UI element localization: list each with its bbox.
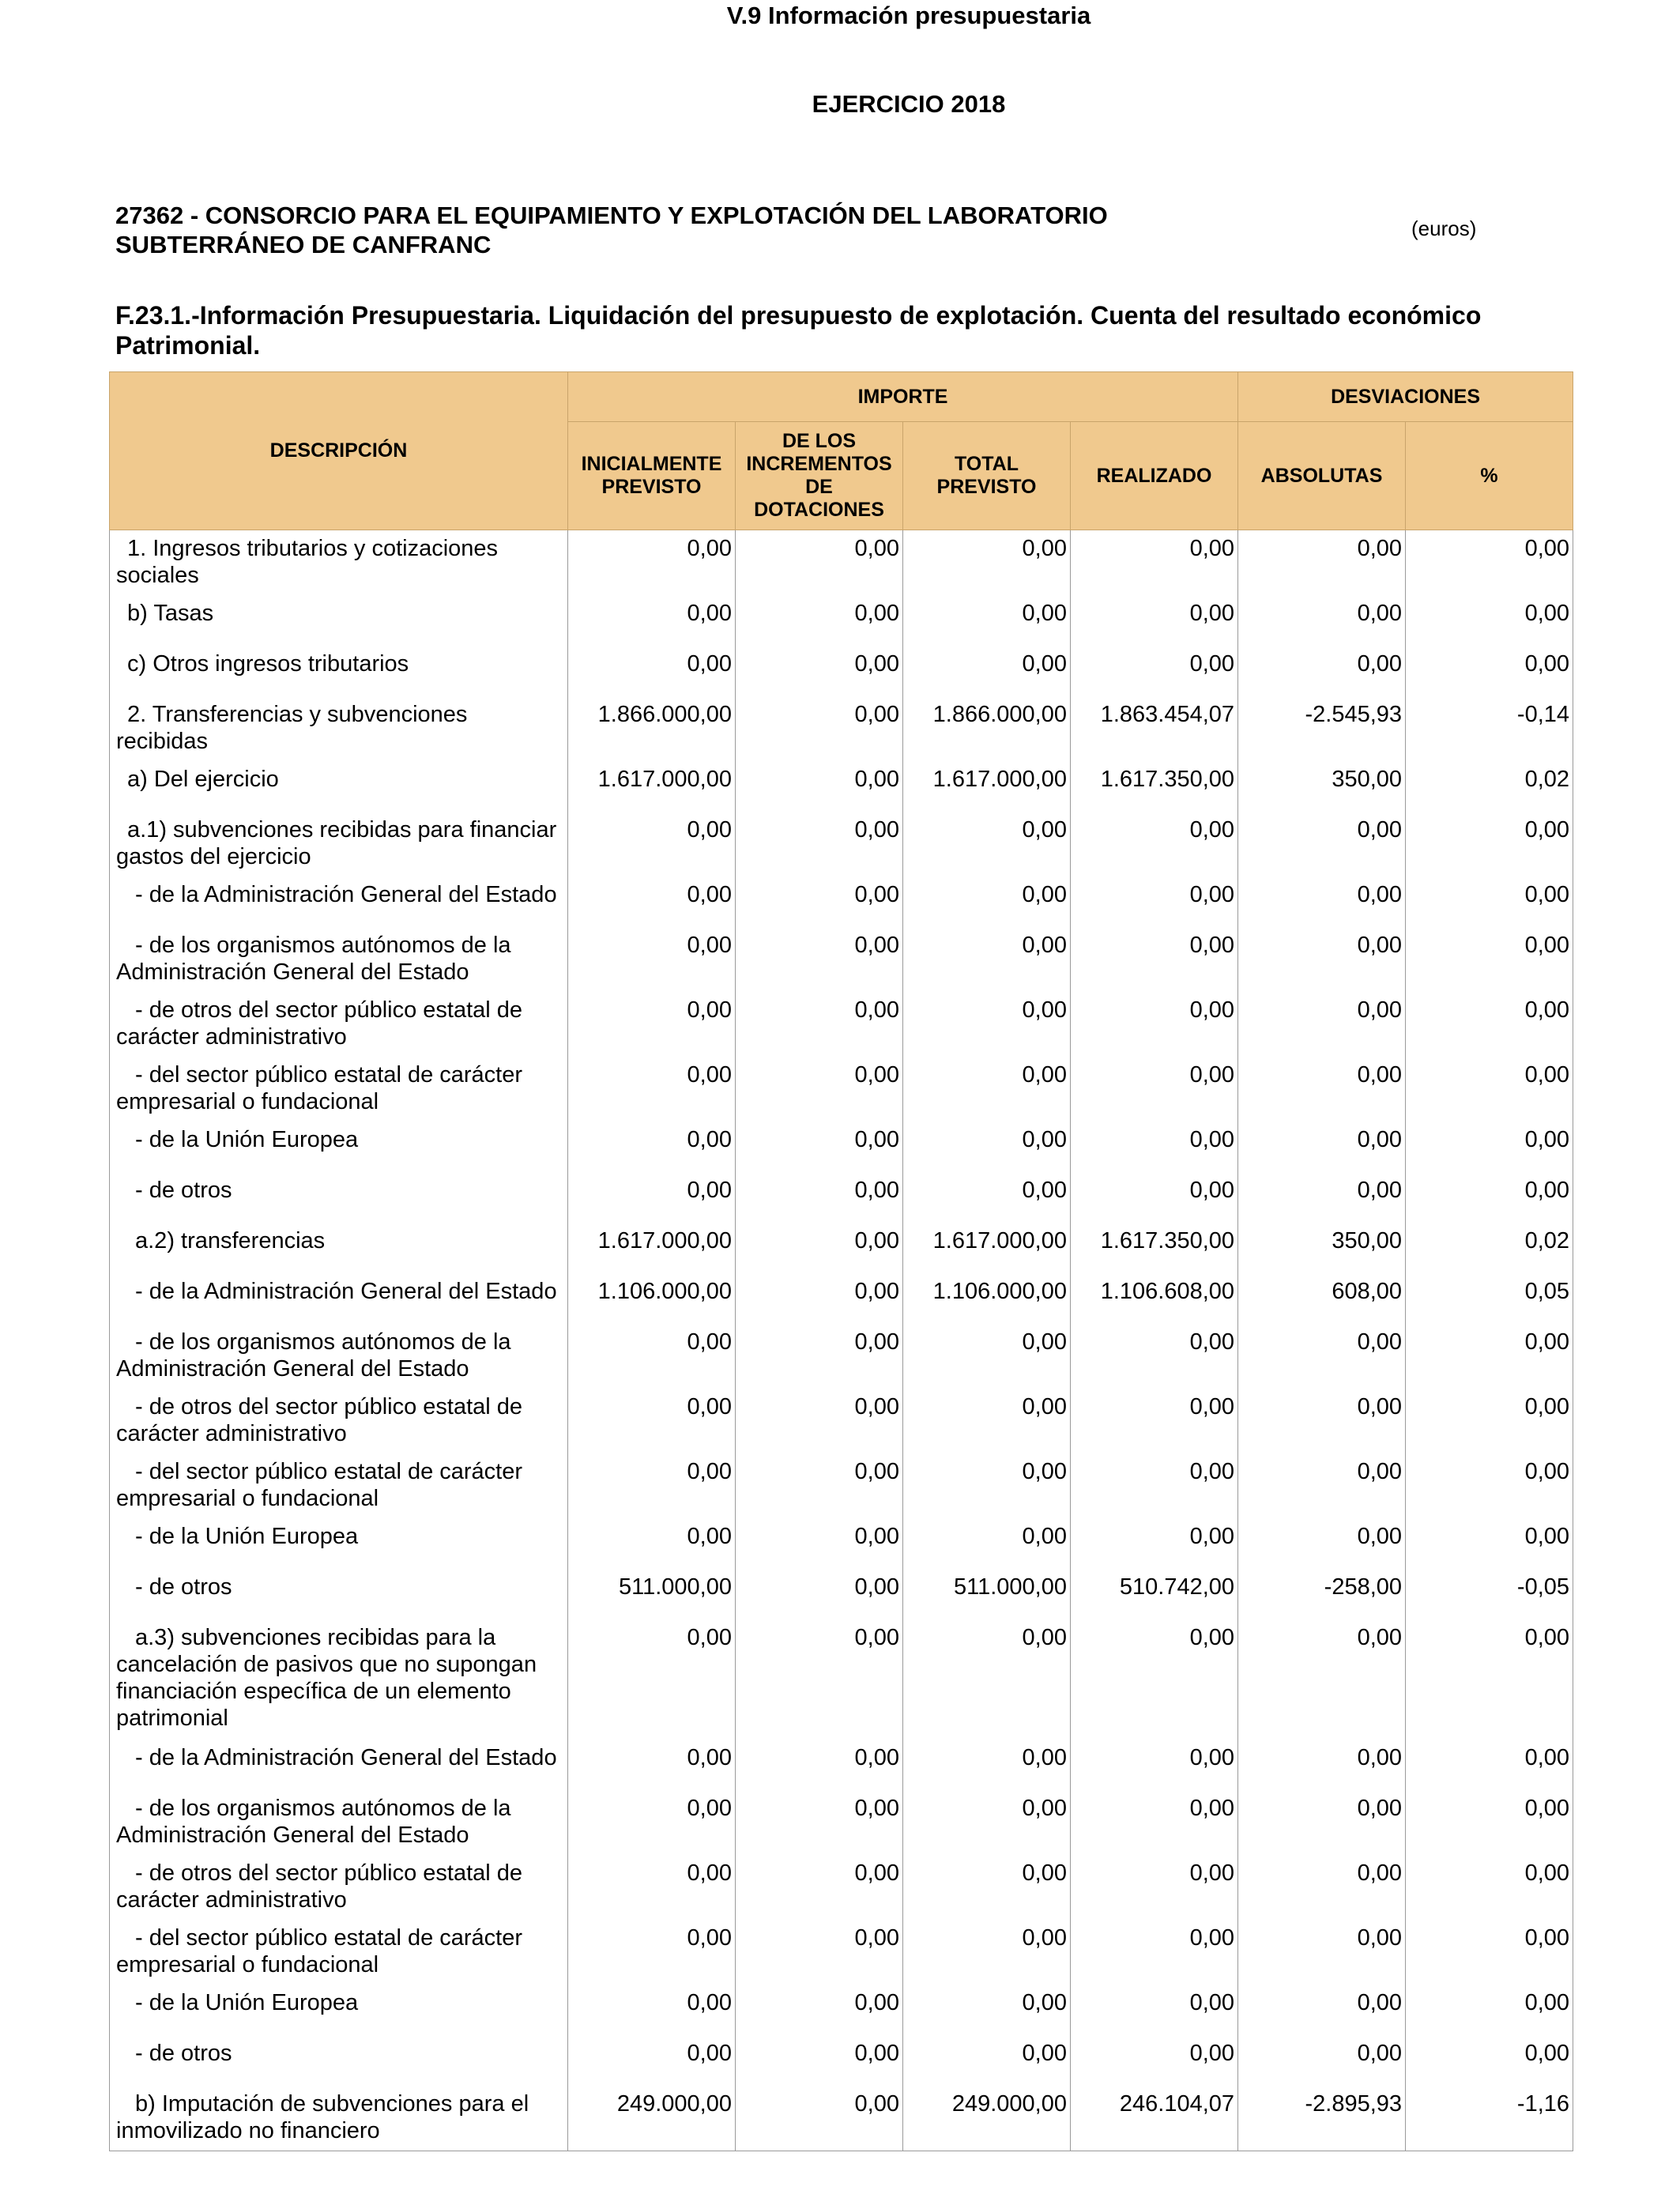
value-incrementos: 0,00 xyxy=(736,1619,903,1740)
row-description: - de otros xyxy=(110,1172,568,1223)
row-description: - de otros del sector público estatal de carácter administrativo xyxy=(110,1389,568,1453)
table-row xyxy=(110,761,1573,812)
row-description: - de la Administración General del Estado xyxy=(110,1273,568,1324)
row-description: - de la Unión Europea xyxy=(110,1985,568,2035)
value-percent: 0,00 xyxy=(1406,992,1573,1057)
value-absolutas: 0,00 xyxy=(1238,1518,1406,1569)
value-realizado: 0,00 xyxy=(1071,1172,1238,1223)
value-realizado: 0,00 xyxy=(1071,2035,1238,2086)
value-percent: 0,00 xyxy=(1406,530,1573,596)
row-description: - de la Administración General del Estado xyxy=(110,876,568,927)
value-incrementos: 0,00 xyxy=(736,1985,903,2035)
table-row xyxy=(110,696,1573,761)
value-incrementos: 0,00 xyxy=(736,646,903,696)
row-description: - del sector público estatal de carácter empresarial o fundacional xyxy=(110,1453,568,1518)
table-row xyxy=(110,1273,1573,1324)
table-row xyxy=(110,2086,1573,2151)
value-percent: 0,00 xyxy=(1406,876,1573,927)
row-description: - de otros xyxy=(110,1569,568,1619)
value-incrementos: 0,00 xyxy=(736,1057,903,1122)
value-total-previsto: 0,00 xyxy=(903,2035,1071,2086)
value-absolutas: -2.895,93 xyxy=(1238,2086,1406,2151)
value-incrementos: 0,00 xyxy=(736,927,903,992)
value-percent: 0,00 xyxy=(1406,1985,1573,2035)
value-incrementos: 0,00 xyxy=(736,1790,903,1855)
value-total-previsto: 0,00 xyxy=(903,1790,1071,1855)
value-total-previsto: 511.000,00 xyxy=(903,1569,1071,1619)
value-incrementos: 0,00 xyxy=(736,1855,903,1920)
value-percent: -0,14 xyxy=(1406,696,1573,761)
value-inicialmente-previsto: 0,00 xyxy=(568,927,736,992)
table-row xyxy=(110,530,1573,596)
row-description: 2. Transferencias y subvenciones recibidas xyxy=(110,696,568,761)
value-total-previsto: 0,00 xyxy=(903,1389,1071,1453)
value-incrementos: 0,00 xyxy=(736,1453,903,1518)
value-absolutas: 350,00 xyxy=(1238,761,1406,812)
value-inicialmente-previsto: 0,00 xyxy=(568,1122,736,1172)
value-percent: -0,05 xyxy=(1406,1569,1573,1619)
value-absolutas: 0,00 xyxy=(1238,992,1406,1057)
row-description: a.2) transferencias xyxy=(110,1223,568,1273)
value-absolutas: 608,00 xyxy=(1238,1273,1406,1324)
value-percent: 0,00 xyxy=(1406,1122,1573,1172)
value-incrementos: 0,00 xyxy=(736,2035,903,2086)
header-descripcion: DESCRIPCIÓN xyxy=(110,372,568,530)
value-inicialmente-previsto: 0,00 xyxy=(568,1389,736,1453)
row-description: 1. Ingresos tributarios y cotizaciones sociales xyxy=(110,530,568,596)
table-row xyxy=(110,1324,1573,1389)
value-absolutas: 0,00 xyxy=(1238,876,1406,927)
value-incrementos: 0,00 xyxy=(736,595,903,646)
value-inicialmente-previsto: 0,00 xyxy=(568,1453,736,1518)
value-percent: 0,00 xyxy=(1406,1057,1573,1122)
report-title xyxy=(115,300,1633,360)
value-percent: 0,00 xyxy=(1406,646,1573,696)
value-absolutas: 0,00 xyxy=(1238,595,1406,646)
value-realizado: 0,00 xyxy=(1071,646,1238,696)
table-row xyxy=(110,1920,1573,1985)
row-description: c) Otros ingresos tributarios xyxy=(110,646,568,696)
row-description: - de la Unión Europea xyxy=(110,1122,568,1172)
value-incrementos: 0,00 xyxy=(736,1122,903,1172)
entity-title-line-2: SUBTERRÁNEO DE CANFRANC xyxy=(115,231,492,258)
value-incrementos: 0,00 xyxy=(736,1172,903,1223)
value-percent: 0,00 xyxy=(1406,927,1573,992)
header-incrementos: DE LOS INCREMENTOS DE DOTACIONES xyxy=(736,422,903,530)
value-realizado: 0,00 xyxy=(1071,530,1238,596)
value-absolutas: 0,00 xyxy=(1238,1790,1406,1855)
value-realizado: 0,00 xyxy=(1071,595,1238,646)
value-incrementos: 0,00 xyxy=(736,1273,903,1324)
value-realizado: 0,00 xyxy=(1071,1985,1238,2035)
value-realizado: 0,00 xyxy=(1071,1324,1238,1389)
value-realizado: 0,00 xyxy=(1071,1855,1238,1920)
value-incrementos: 0,00 xyxy=(736,1223,903,1273)
value-percent: 0,00 xyxy=(1406,1790,1573,1855)
value-total-previsto: 0,00 xyxy=(903,1324,1071,1389)
value-inicialmente-previsto: 0,00 xyxy=(568,530,736,596)
value-realizado: 0,00 xyxy=(1071,1389,1238,1453)
value-inicialmente-previsto: 0,00 xyxy=(568,876,736,927)
value-absolutas: 0,00 xyxy=(1238,1172,1406,1223)
value-inicialmente-previsto: 0,00 xyxy=(568,1619,736,1740)
value-percent: 0,00 xyxy=(1406,595,1573,646)
value-total-previsto: 0,00 xyxy=(903,1122,1071,1172)
value-total-previsto: 0,00 xyxy=(903,595,1071,646)
value-total-previsto: 1.106.000,00 xyxy=(903,1273,1071,1324)
value-inicialmente-previsto: 511.000,00 xyxy=(568,1569,736,1619)
value-inicialmente-previsto: 0,00 xyxy=(568,595,736,646)
value-percent: 0,00 xyxy=(1406,1740,1573,1790)
header-desviaciones: DESVIACIONES xyxy=(1238,372,1573,422)
value-absolutas: 0,00 xyxy=(1238,812,1406,876)
value-realizado: 0,00 xyxy=(1071,1740,1238,1790)
value-percent: 0,00 xyxy=(1406,1920,1573,1985)
value-total-previsto: 0,00 xyxy=(903,812,1071,876)
value-total-previsto: 0,00 xyxy=(903,927,1071,992)
value-incrementos: 0,00 xyxy=(736,992,903,1057)
table-row xyxy=(110,2035,1573,2086)
value-percent: 0,05 xyxy=(1406,1273,1573,1324)
value-absolutas: 0,00 xyxy=(1238,1985,1406,2035)
value-percent: 0,00 xyxy=(1406,1855,1573,1920)
value-realizado: 0,00 xyxy=(1071,1057,1238,1122)
value-realizado: 1.863.454,07 xyxy=(1071,696,1238,761)
value-percent: 0,00 xyxy=(1406,1619,1573,1740)
value-inicialmente-previsto: 0,00 xyxy=(568,1985,736,2035)
value-percent: -1,16 xyxy=(1406,2086,1573,2151)
value-percent: 0,02 xyxy=(1406,761,1573,812)
table-body xyxy=(110,530,1573,2151)
value-total-previsto: 0,00 xyxy=(903,1740,1071,1790)
value-absolutas: 0,00 xyxy=(1238,1453,1406,1518)
value-total-previsto: 0,00 xyxy=(903,1985,1071,2035)
value-realizado: 0,00 xyxy=(1071,812,1238,876)
value-inicialmente-previsto: 0,00 xyxy=(568,2035,736,2086)
value-inicialmente-previsto: 249.000,00 xyxy=(568,2086,736,2151)
value-realizado: 0,00 xyxy=(1071,876,1238,927)
row-description: - del sector público estatal de carácter empresarial o fundacional xyxy=(110,1920,568,1985)
table-row xyxy=(110,1985,1573,2035)
row-description: a) Del ejercicio xyxy=(110,761,568,812)
value-incrementos: 0,00 xyxy=(736,1518,903,1569)
value-absolutas: 0,00 xyxy=(1238,1920,1406,1985)
table-row xyxy=(110,876,1573,927)
value-absolutas: 0,00 xyxy=(1238,1057,1406,1122)
table-row xyxy=(110,1172,1573,1223)
value-absolutas: 0,00 xyxy=(1238,1740,1406,1790)
value-total-previsto: 0,00 xyxy=(903,1453,1071,1518)
value-absolutas: 0,00 xyxy=(1238,530,1406,596)
value-total-previsto: 0,00 xyxy=(903,1057,1071,1122)
entity-title xyxy=(115,201,1301,259)
value-total-previsto: 0,00 xyxy=(903,1855,1071,1920)
value-incrementos: 0,00 xyxy=(736,812,903,876)
value-percent: 0,00 xyxy=(1406,1453,1573,1518)
value-incrementos: 0,00 xyxy=(736,530,903,596)
row-description: - de la Administración General del Estado xyxy=(110,1740,568,1790)
value-percent: 0,00 xyxy=(1406,812,1573,876)
value-realizado: 0,00 xyxy=(1071,1122,1238,1172)
row-description: - de los organismos autónomos de la Administración General del Estado xyxy=(110,1790,568,1855)
row-description: - de los organismos autónomos de la Administración General del Estado xyxy=(110,1324,568,1389)
value-inicialmente-previsto: 0,00 xyxy=(568,1740,736,1790)
row-description: b) Tasas xyxy=(110,595,568,646)
table-row xyxy=(110,1122,1573,1172)
table-row xyxy=(110,1855,1573,1920)
header-absolutas: ABSOLUTAS xyxy=(1238,422,1406,530)
value-total-previsto: 0,00 xyxy=(903,1619,1071,1740)
row-description: - de los organismos autónomos de la Administración General del Estado xyxy=(110,927,568,992)
table-row xyxy=(110,1569,1573,1619)
report-title-line-1: F.23.1.-Información Presupuestaria. Liquidación del presupuesto de explotación. Cuenta del resultado económico xyxy=(115,301,1482,330)
value-realizado: 0,00 xyxy=(1071,992,1238,1057)
budget-table xyxy=(109,371,1573,2151)
value-realizado: 0,00 xyxy=(1071,1518,1238,1569)
value-incrementos: 0,00 xyxy=(736,696,903,761)
table-row xyxy=(110,927,1573,992)
value-incrementos: 0,00 xyxy=(736,1569,903,1619)
table-row xyxy=(110,1057,1573,1122)
report-title-line-2: Patrimonial. xyxy=(115,331,261,360)
value-inicialmente-previsto: 0,00 xyxy=(568,1172,736,1223)
row-description: - de la Unión Europea xyxy=(110,1518,568,1569)
value-inicialmente-previsto: 0,00 xyxy=(568,1518,736,1569)
table-row xyxy=(110,1619,1573,1740)
value-incrementos: 0,00 xyxy=(736,2086,903,2151)
value-incrementos: 0,00 xyxy=(736,1389,903,1453)
row-description: b) Imputación de subvenciones para el inmovilizado no financiero xyxy=(110,2086,568,2151)
section-title: V.9 Información presupuestaria xyxy=(726,2,1091,29)
value-inicialmente-previsto: 1.617.000,00 xyxy=(568,761,736,812)
value-absolutas: 0,00 xyxy=(1238,2035,1406,2086)
value-absolutas: 350,00 xyxy=(1238,1223,1406,1273)
table-row xyxy=(110,992,1573,1057)
value-absolutas: 0,00 xyxy=(1238,1619,1406,1740)
value-inicialmente-previsto: 0,00 xyxy=(568,646,736,696)
value-incrementos: 0,00 xyxy=(736,1920,903,1985)
value-realizado: 0,00 xyxy=(1071,927,1238,992)
table-row xyxy=(110,812,1573,876)
value-absolutas: 0,00 xyxy=(1238,1324,1406,1389)
value-absolutas: 0,00 xyxy=(1238,1389,1406,1453)
table-row xyxy=(110,1740,1573,1790)
value-incrementos: 0,00 xyxy=(736,876,903,927)
value-absolutas: 0,00 xyxy=(1238,1122,1406,1172)
table-row xyxy=(110,646,1573,696)
value-total-previsto: 0,00 xyxy=(903,876,1071,927)
value-inicialmente-previsto: 0,00 xyxy=(568,992,736,1057)
value-realizado: 0,00 xyxy=(1071,1619,1238,1740)
row-description: a.3) subvenciones recibidas para la cancelación de pasivos que no supongan financiación específica de un elemento patrimonial xyxy=(110,1619,568,1740)
value-inicialmente-previsto: 0,00 xyxy=(568,1790,736,1855)
value-inicialmente-previsto: 0,00 xyxy=(568,1057,736,1122)
row-description: - de otros del sector público estatal de carácter administrativo xyxy=(110,1855,568,1920)
value-absolutas: -258,00 xyxy=(1238,1569,1406,1619)
value-percent: 0,00 xyxy=(1406,1324,1573,1389)
value-realizado: 1.617.350,00 xyxy=(1071,761,1238,812)
row-description: - de otros xyxy=(110,2035,568,2086)
value-total-previsto: 1.617.000,00 xyxy=(903,1223,1071,1273)
header-realizado: REALIZADO xyxy=(1071,422,1238,530)
value-percent: 0,00 xyxy=(1406,1389,1573,1453)
table-row xyxy=(110,1518,1573,1569)
entity-title-line-1: 27362 - CONSORCIO PARA EL EQUIPAMIENTO Y EXPLOTACIÓN DEL LABORATORIO xyxy=(115,202,1108,229)
row-description: a.1) subvenciones recibidas para financiar gastos del ejercicio xyxy=(110,812,568,876)
value-total-previsto: 249.000,00 xyxy=(903,2086,1071,2151)
value-absolutas: 0,00 xyxy=(1238,646,1406,696)
value-realizado: 1.617.350,00 xyxy=(1071,1223,1238,1273)
value-inicialmente-previsto: 1.617.000,00 xyxy=(568,1223,736,1273)
value-absolutas: 0,00 xyxy=(1238,1855,1406,1920)
value-realizado: 0,00 xyxy=(1071,1453,1238,1518)
value-total-previsto: 0,00 xyxy=(903,530,1071,596)
value-percent: 0,00 xyxy=(1406,1172,1573,1223)
table-row xyxy=(110,595,1573,646)
value-total-previsto: 1.617.000,00 xyxy=(903,761,1071,812)
value-inicialmente-previsto: 0,00 xyxy=(568,812,736,876)
value-incrementos: 0,00 xyxy=(736,1740,903,1790)
value-percent: 0,02 xyxy=(1406,1223,1573,1273)
value-percent: 0,00 xyxy=(1406,1518,1573,1569)
value-total-previsto: 0,00 xyxy=(903,1920,1071,1985)
value-inicialmente-previsto: 1.106.000,00 xyxy=(568,1273,736,1324)
units-label: (euros) xyxy=(1411,217,1477,240)
value-realizado: 510.742,00 xyxy=(1071,1569,1238,1619)
value-realizado: 0,00 xyxy=(1071,1790,1238,1855)
value-inicialmente-previsto: 0,00 xyxy=(568,1855,736,1920)
value-absolutas: -2.545,93 xyxy=(1238,696,1406,761)
table-row xyxy=(110,1223,1573,1273)
value-realizado: 246.104,07 xyxy=(1071,2086,1238,2151)
value-total-previsto: 0,00 xyxy=(903,646,1071,696)
header-total-previsto: TOTAL PREVISTO xyxy=(903,422,1071,530)
header-percent: % xyxy=(1406,422,1573,530)
header-inicialmente-previsto: INICIALMENTE PREVISTO xyxy=(568,422,736,530)
value-inicialmente-previsto: 1.866.000,00 xyxy=(568,696,736,761)
value-realizado: 0,00 xyxy=(1071,1920,1238,1985)
table-row xyxy=(110,1453,1573,1518)
value-incrementos: 0,00 xyxy=(736,1324,903,1389)
value-total-previsto: 0,00 xyxy=(903,992,1071,1057)
value-incrementos: 0,00 xyxy=(736,761,903,812)
row-description: - del sector público estatal de carácter empresarial o fundacional xyxy=(110,1057,568,1122)
value-inicialmente-previsto: 0,00 xyxy=(568,1324,736,1389)
value-realizado: 1.106.608,00 xyxy=(1071,1273,1238,1324)
value-absolutas: 0,00 xyxy=(1238,927,1406,992)
value-total-previsto: 0,00 xyxy=(903,1518,1071,1569)
value-percent: 0,00 xyxy=(1406,2035,1573,2086)
exercise-title: EJERCICIO 2018 xyxy=(812,90,1006,118)
value-total-previsto: 1.866.000,00 xyxy=(903,696,1071,761)
row-description: - de otros del sector público estatal de carácter administrativo xyxy=(110,992,568,1057)
table-row xyxy=(110,1389,1573,1453)
value-total-previsto: 0,00 xyxy=(903,1172,1071,1223)
value-inicialmente-previsto: 0,00 xyxy=(568,1920,736,1985)
table-row xyxy=(110,1790,1573,1855)
header-importe: IMPORTE xyxy=(568,372,1238,422)
